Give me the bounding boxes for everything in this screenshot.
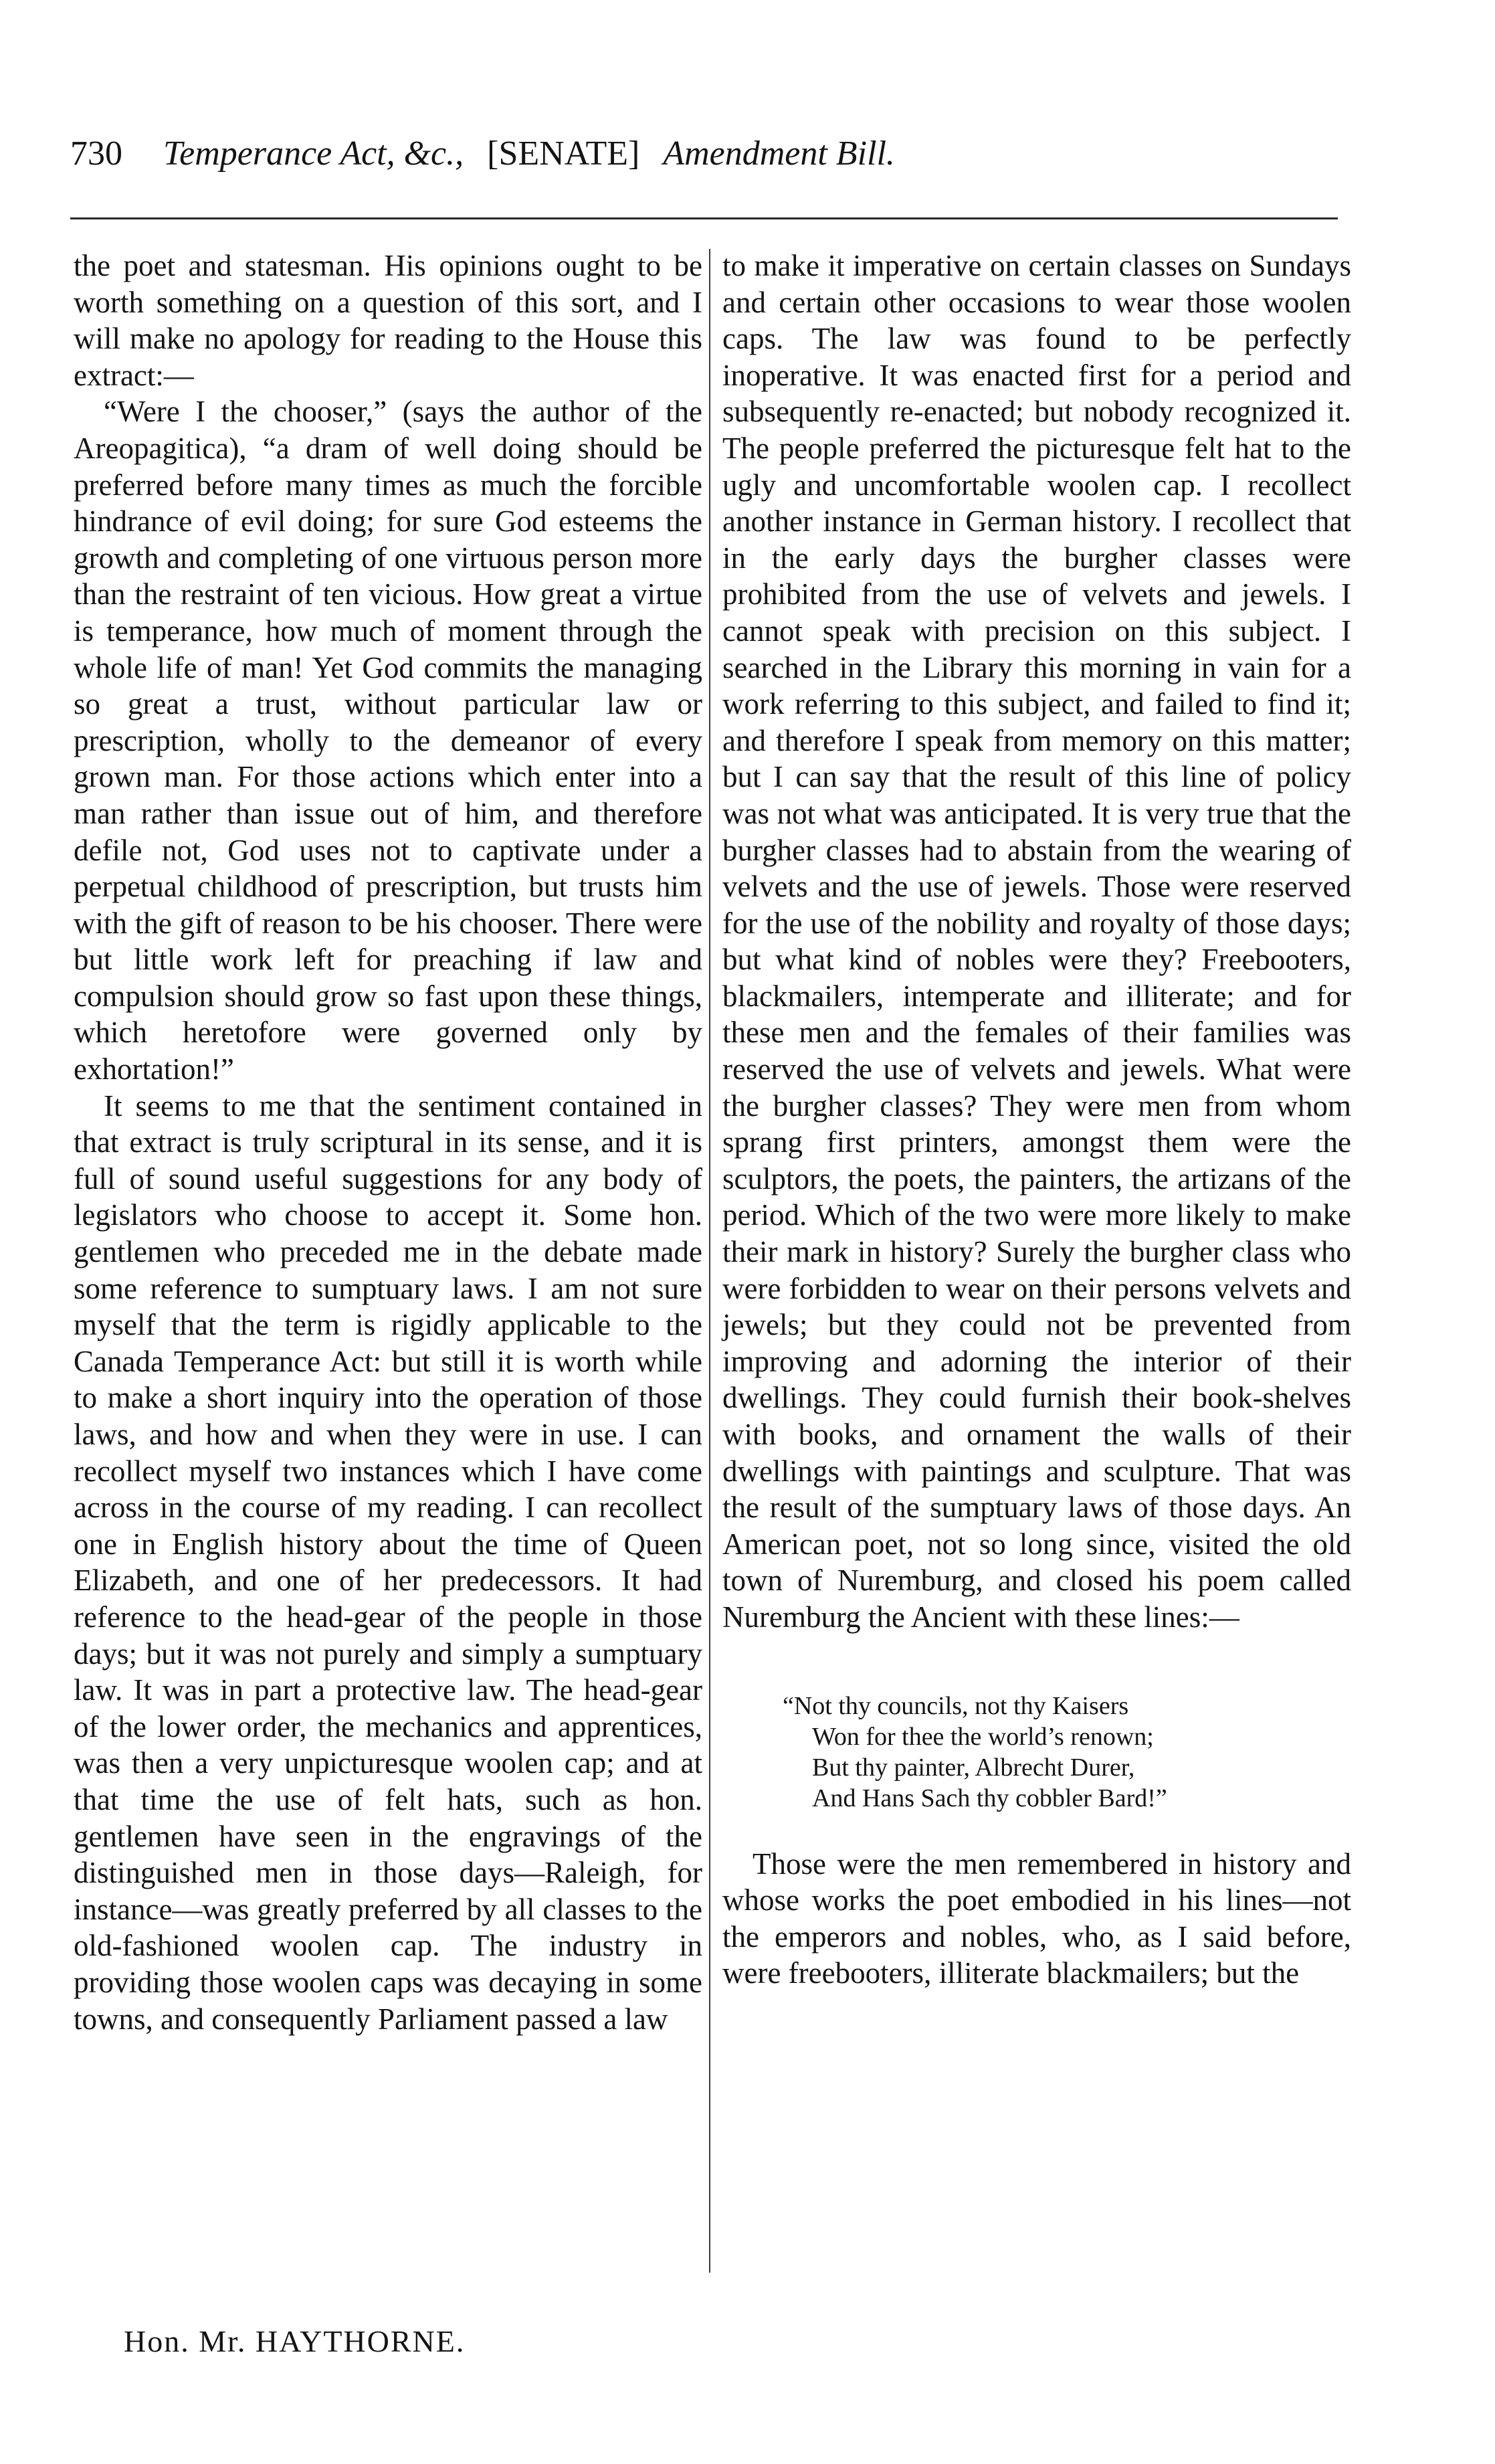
verse-quotation: [783, 1691, 1351, 1814]
header-section: [SENATE]: [487, 134, 640, 173]
left-paragraph-1: the poet and statesman. His opinions ought to be worth something on a question of this sort, and I will make no apology for reading to the House this extract:—: [74, 249, 702, 392]
speaker-footer: Hon. Mr. HAYTHORNE.: [124, 2324, 466, 2358]
verse-line-4: And Hans Sach thy cobbler Bard!”: [812, 1784, 1167, 1812]
header-rule: [70, 217, 1338, 219]
verse-line-2: Won for thee the world’s renown;: [812, 1722, 1154, 1751]
left-paragraph-quotation: “Were I the chooser,” (says the author of the Areopagitica), “a dram of well doing should be preferred before many times as much the forcible hindrance of evil doing; for sure God esteems the growth and completing of one virtuous person more than the restraint of ten vicious. How great a virtue is temperance, how much of moment through the whole life of man! Yet God commits the managing so great a trust, without particular law or prescription, wholly to the demeanor of every grown man. For those actions which enter into a man rather than issue out of him, and therefore defile not, God uses not to captivate under a perpetual childhood of prescription, but trusts him with the gift of reason to be his chooser. There were but little work left for preaching if law and compulsion should grow so fast upon these things, which heretofore were governed only by exhortation!”: [74, 395, 702, 1086]
right-paragraph-2: Those were the men remembered in history and whose works the poet embodied in his lines—not the emperors and nobles, who, as I said before, were freebooters, illiterate blackmailers; but the: [722, 1846, 1351, 1990]
verse-line-3: But thy painter, Albrecht Durer,: [812, 1753, 1135, 1782]
header-title-left: Temperance Act, &c.,: [163, 134, 464, 173]
left-column: [74, 248, 702, 2037]
right-column: [722, 248, 1351, 1992]
right-paragraph-1: to make it imperative on certain classes on Sundays and certain other occasions to wear those woolen caps. The law was found to be perfectly inoperative. It was enacted first for a period and subsequently re-enacted; but nobody recognized it. The people preferred the picturesque felt hat to the ugly and uncomfortable woolen cap. I recollect another instance in German history. I recollect that in the early days the burgher classes were prohibited from the use of velvets and jewels. I cannot speak with precision on this subject. I searched in the Library this morning in vain for a work referring to this subject, and failed to find it; and therefore I speak from memory on this matter; but I can say that the result of this line of policy was not what was anticipated. It is very true that the burgher classes had to abstain from the wearing of velvets and the use of jewels. Those were reserved for the use of the nobility and royalty of those days; but what kind of nobles were they? Freebooters, blackmailers, intemperate and illiterate; and for these men and the females of their families was reserved the use of velvets and jewels. What were the burgher classes? They were men from whom sprang first printers, amongst them were the sculptors, the poets, the painters, the artizans of the period. Which of the two were more likely to make their mark in history? Surely the burgher class who were forbidden to wear on their persons velvets and jewels; but they could not be prevented from improving and adorning the interior of their dwellings. They could furnish their book-shelves with books, and ornament the walls of their dwellings with paintings and sculpture. That was the result of the sumptuary laws of those days. An American poet, not so long since, visited the old town of Nuremburg, and closed his poem called Nuremburg the Ancient with these lines:—: [722, 249, 1351, 1634]
header-title-right: Amendment Bill.: [663, 134, 895, 173]
running-header: [70, 127, 1341, 181]
left-paragraph-3: It seems to me that the sentiment contained in that extract is truly scriptural in its sense, and it is full of sound useful suggestions for any body of legislators who choose to accept it. Some hon. gentlemen who preceded me in the debate made some reference to sumptuary laws. I am not sure myself that the term is rigidly applicable to the Canada Temperance Act: but still it is worth while to make a short inquiry into the operation of those laws, and how and when they were in use. I can recollect myself two instances which I have come across in the course of my reading. I can recollect one in English history about the time of Queen Elizabeth, and one of her predecessors. It had reference to the head-gear of the people in those days; but it was not purely and simply a sumptuary law. It was in part a protective law. The head-gear of the lower order, the mechanics and apprentices, was then a very unpicturesque woolen cap; and at that time the use of felt hats, such as hon. gentlemen have seen in the engravings of the distinguished men in those days—Raleigh, for instance—was greatly preferred by all classes to the old-fashioned woolen cap. The industry in providing those woolen caps was decaying in some towns, and consequently Parliament passed a law: [74, 1088, 702, 2036]
column-divider: [709, 249, 710, 2273]
verse-line-1: “Not thy councils, not thy Kaisers: [783, 1691, 1129, 1720]
page-number: 730: [70, 134, 122, 173]
